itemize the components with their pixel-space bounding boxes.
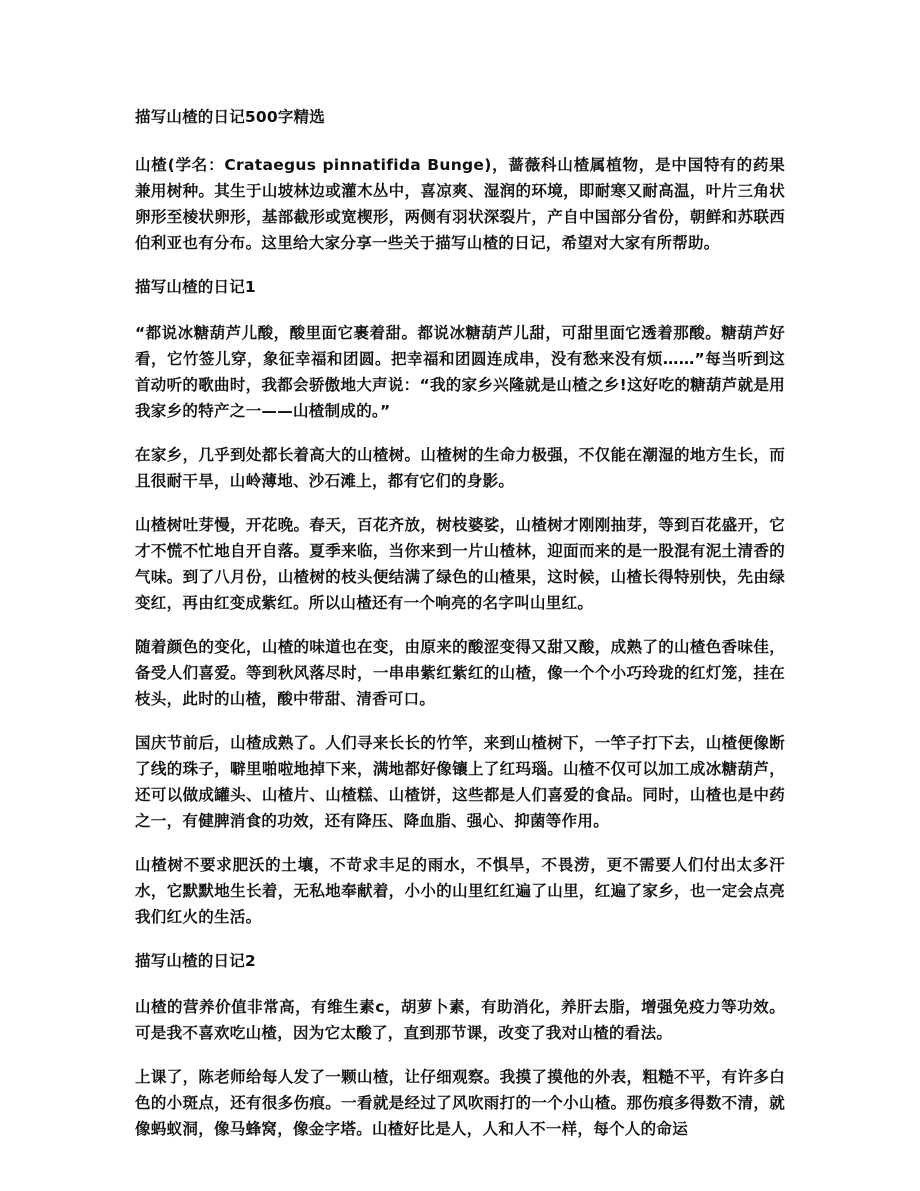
section1-paragraph-5: 国庆节前后，山楂成熟了。人们寻来长长的竹竿，来到山楂树下，一竿子打下去，山楂便像断了线的珠子，噼里啪啦地掉下来，满地都好像镶上了红玛瑙。山楂不仅可以加工成冰糖葫芦，还可以做成罐头、山楂片、山楂糕、山楂饼，这些都是人们喜爱的食品。同时，山楂也是中药之一，有健脾消食的功效，还有降压、降血脂、强心、抑菌等作用。 [135,734,785,830]
section1-paragraph-3: 山楂树吐芽慢，开花晚。春天，百花齐放，树枝婆娑，山楂树才刚刚抽芽，等到百花盛开，它才不慌不忙地自开自落。夏季来临，当你来到一片山楂林，迎面而来的是一股混有泥土清香的气味。到了八月份，山楂树的枝头便结满了绿色的山楂果，这时候，山楂长得特别快，先由绿变红，再由红变成紫红。所以山楂还有一个响亮的名字叫山里红。 [135,516,785,612]
section1-paragraph-1: “都说冰糖葫芦儿酸，酸里面它裹着甜。都说冰糖葫芦儿甜，可甜里面它透着那酸。糖葫芦好看，它竹签儿穿，象征幸福和团圆。把幸福和团圆连成串，没有愁来没有烦……”每当听到这首动听的歌曲时，我都会骄傲地大声说：“我的家乡兴隆就是山楂之乡!这好吃的糖葫芦就是用我家乡的特产之一——山楂制成的。” [135,324,785,420]
section1-paragraph-4: 随着颜色的变化，山楂的味道也在变，由原来的酸涩变得又甜又酸，成熟了的山楂色香味佳，备受人们喜爱。等到秋风落尽时，一串串紫红紫红的山楂，像一个个小巧玲珑的红灯笼，挂在枝头，此时的山楂，酸中带甜、清香可口。 [135,638,785,708]
document-page [135,104,785,1160]
intro-paragraph: 山楂(学名：Crataegus pinnatifida Bunge)，蔷薇科山楂属植物，是中国特有的药果兼用树种。其生于山坡林边或灌木丛中，喜凉爽、湿润的环境，即耐寒又耐高温，叶片三角状卵形至棱状卵形，基部截形或宽楔形，两侧有羽状深裂片，产自中国部分省份，朝鲜和苏联西伯利亚也有分布。这里给大家分享一些关于描写山楂的日记，希望对大家有所帮助。 [135,156,785,252]
section-heading-2: 描写山楂的日记2 [135,952,256,970]
document-title: 描写山楂的日记500字精选 [135,108,325,126]
section2-paragraph-1: 山楂的营养价值非常高，有维生素c，胡萝卜素，有助消化，养肝去脂，增强免疫力等功效。可是我不喜欢吃山楂，因为它太酸了，直到那节课，改变了我对山楂的看法。 [135,998,785,1042]
section1-paragraph-2: 在家乡，几乎到处都长着高大的山楂树。山楂树的生命力极强，不仅能在潮湿的地方生长，而且很耐干旱，山岭薄地、沙石滩上，都有它们的身影。 [135,446,785,490]
section1-paragraph-6: 山楂树不要求肥沃的土壤，不苛求丰足的雨水，不惧旱，不畏涝，更不需要人们付出太多汗水，它默默地生长着，无私地奉献着，小小的山里红红遍了山里，红遍了家乡，也一定会点亮我们红火的生活。 [135,856,785,926]
section-heading-1: 描写山楂的日记1 [135,278,256,296]
section2-paragraph-2: 上课了，陈老师给每人发了一颗山楂，让仔细观察。我摸了摸他的外表，粗糙不平，有许多白色的小斑点，还有很多伤痕。一看就是经过了风吹雨打的一个小山楂。那伤痕多得数不清，就像蚂蚁洞，像马蜂窝，像金字塔。山楂好比是人，人和人不一样，每个人的命运 [135,1068,785,1138]
